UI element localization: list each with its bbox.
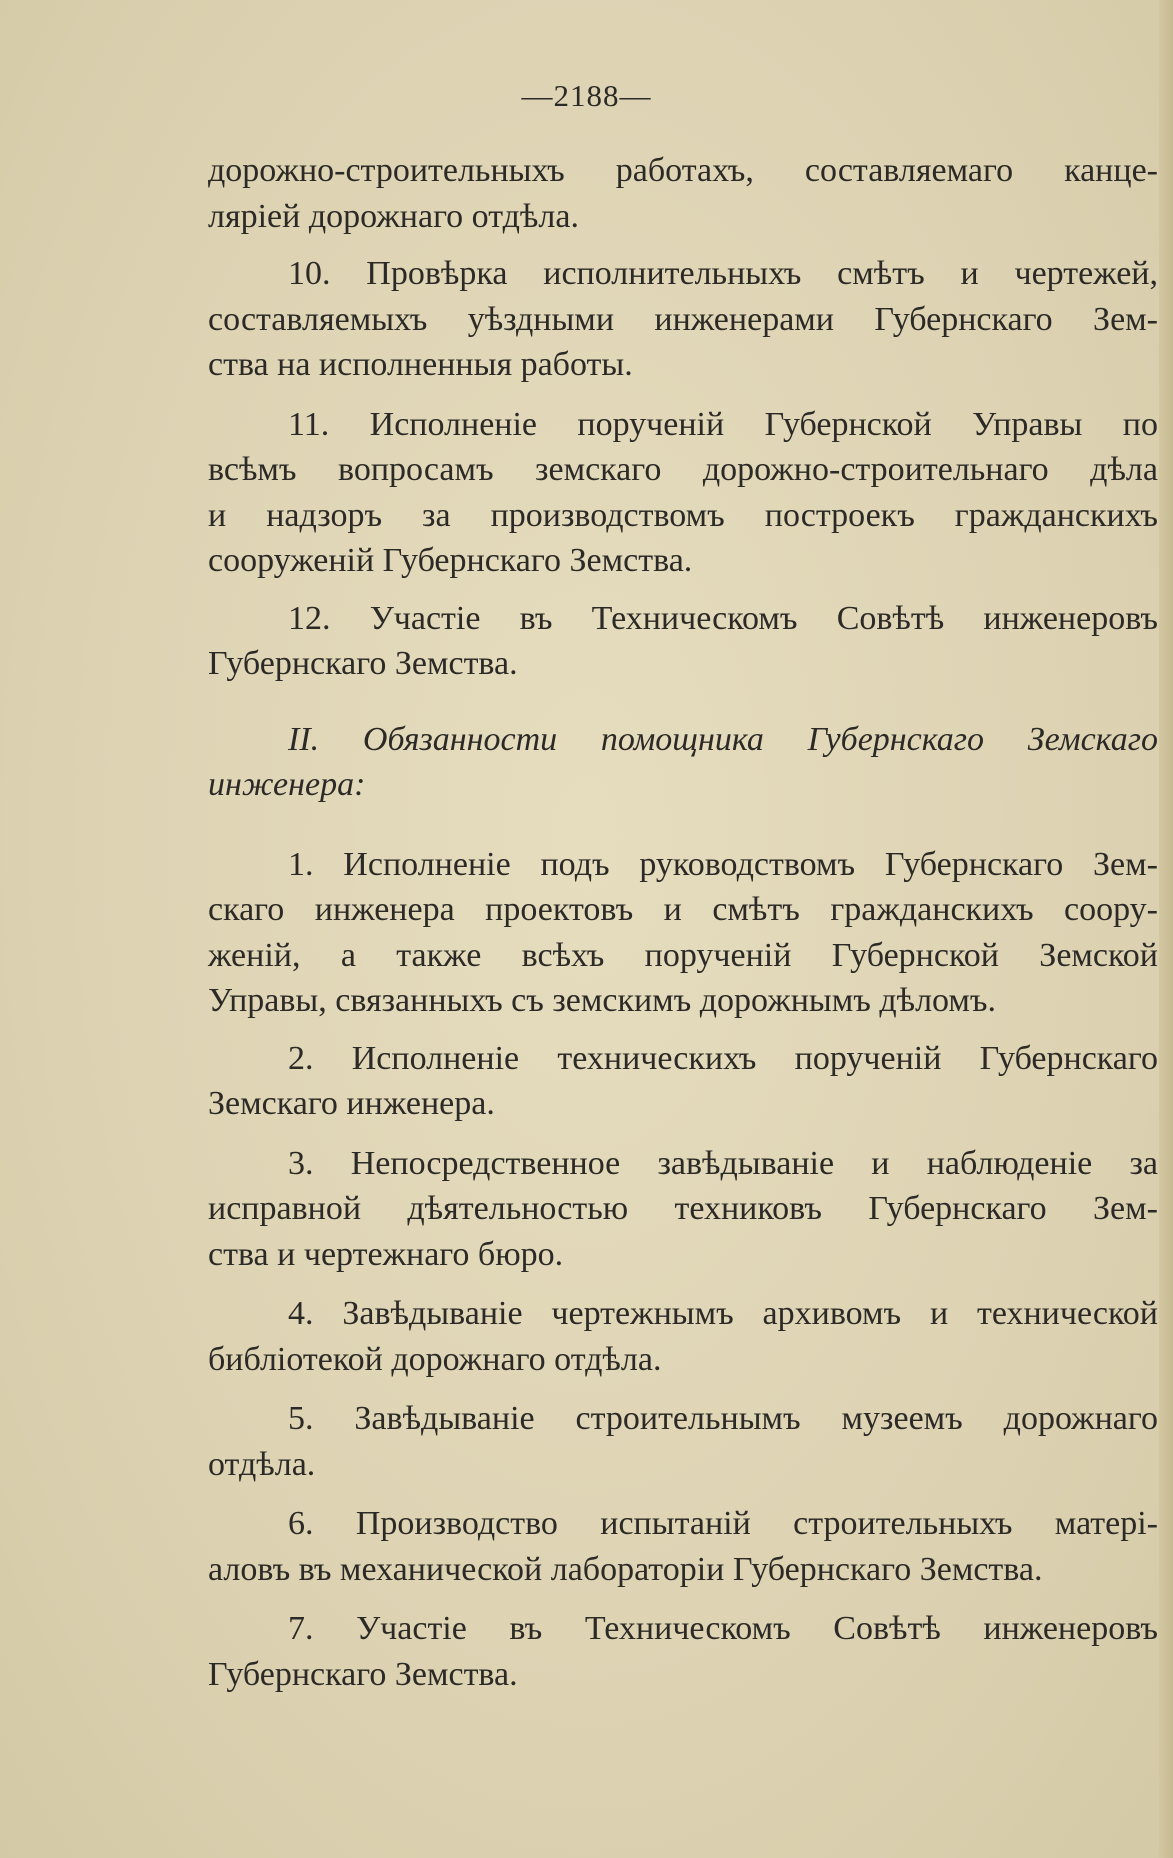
paragraph-item-12 [208,596,1158,687]
text-line: 12. Участіе въ Техническомъ Совѣтѣ инженеровъ [288,599,1158,637]
text-line: 6. Производство испытаній строительныхъ матері- [288,1505,1158,1542]
text-line: всѣмъ вопросамъ земскаго дорожно-строительнаго дѣла [208,451,1158,488]
text-line: женій, а также всѣхъ порученій Губернской Земской [208,936,1158,974]
paragraph-item-10 [208,251,1158,388]
heading-line: II. Обязанности помощника Губернскаго Земскаго [288,720,1158,758]
text-line: скаго инженера проектовъ и смѣтъ гражданскихъ соору- [208,891,1158,928]
text-line: сооруженій Губернскаго Земства. [208,542,693,579]
paragraph-item-6 [208,1501,1158,1592]
text-line: исправной дѣятельностью техниковъ Губернскаго Зем- [208,1190,1158,1227]
heading-line: инженера: [208,766,366,803]
text-line: составляемыхъ уѣздными инженерами Губернскаго Зем- [208,300,1158,338]
text-line: отдѣла. [208,1445,316,1483]
page-edge [1159,0,1173,1858]
text-line: дорожно-строительныхъ работахъ, составляемаго канце- [208,152,1158,189]
text-line: ства на исполненныя работы. [208,346,633,383]
text-line: 11. Исполненіе порученій Губернской Управы по [288,405,1158,443]
text-line: 7. Участіе въ Техническомъ Совѣтѣ инженеровъ [288,1610,1158,1647]
document-body [208,148,1158,1697]
text-line: Управы, связанныхъ съ земскимъ дорожнымъ дѣломъ. [208,982,997,1019]
text-line: 3. Непосредственное завѣдываніе и наблюденіе за [288,1144,1158,1182]
text-line: Губернскаго Земства. [208,645,518,682]
text-line: Губернскаго Земства. [208,1655,518,1693]
text-line: 10. Провѣрка исполнительныхъ смѣтъ и чертежей, [288,255,1158,292]
text-line: 2. Исполненіе техническихъ порученій Губернскаго [288,1039,1158,1077]
paragraph-item-7 [208,1606,1158,1697]
text-line: 5. Завѣдываніе строительнымъ музеемъ дорожнаго [288,1400,1158,1437]
paragraph-item-1 [208,842,1158,1024]
paragraph-item-4 [208,1291,1158,1382]
paragraph-item-5 [208,1396,1158,1487]
text-line: Земскаго инженера. [208,1085,495,1122]
text-line: ства и чертежнаго бюро. [208,1235,564,1273]
paragraph-continuation [208,148,1158,239]
text-line: аловъ въ механической лабораторіи Губернскаго Земства. [208,1550,1043,1588]
text-line: 4. Завѣдываніе чертежнымъ архивомъ и технической [288,1295,1158,1332]
paragraph-item-3 [208,1141,1158,1278]
section-heading [208,717,1158,808]
paragraph-item-2 [208,1036,1158,1127]
page-number: —2188— [521,78,652,113]
text-line: и надзоръ за производствомъ построекъ гражданскихъ [208,496,1158,534]
text-line: библіотекой дорожнаго отдѣла. [208,1340,662,1378]
text-line: ляріей дорожнаго отдѣла. [208,197,579,235]
paragraph-item-11 [208,402,1158,584]
text-line: 1. Исполненіе подъ руководствомъ Губернскаго Зем- [288,845,1158,883]
